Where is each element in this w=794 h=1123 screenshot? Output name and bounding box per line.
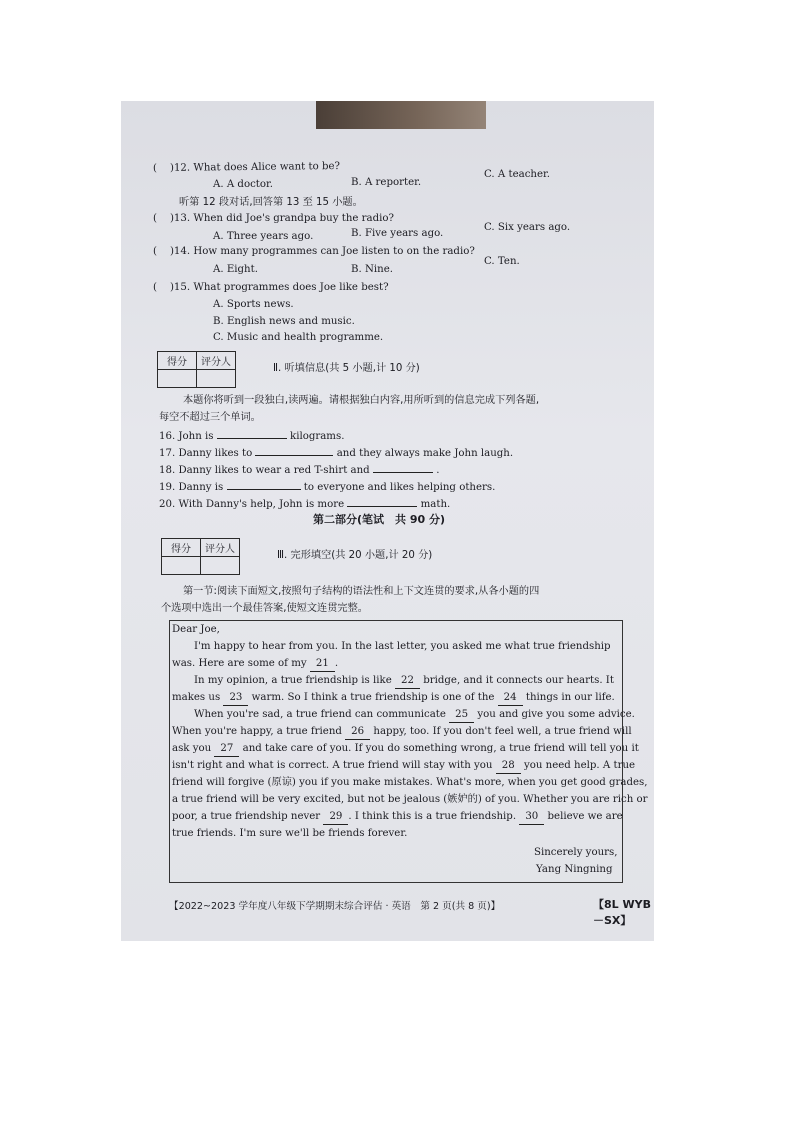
letter-line-3: In my opinion, a true friendship is like 22 bridge, and it connects our hearts. It xyxy=(194,674,614,689)
letter-line-5: When you're sad, a true friend can communicate 25 you and give you some advice. xyxy=(194,708,635,723)
cloze-blank-24[interactable]: 24 xyxy=(498,691,523,706)
q14-option-b: B. Nine. xyxy=(351,264,393,275)
score-label: 得分 xyxy=(158,352,197,370)
cloze-blank-22[interactable]: 22 xyxy=(395,674,420,689)
question-15: ( )15. What programmes does Joe like best? xyxy=(153,282,389,293)
letter-greeting: Dear Joe, xyxy=(172,624,220,635)
q14-option-a: A. Eight. xyxy=(213,264,258,275)
answer-blank-17[interactable] xyxy=(255,445,333,456)
section-3-title: Ⅲ. 完形填空(共 20 小题,计 20 分) xyxy=(277,550,433,561)
fill-19: 19. Danny is to everyone and likes helping others. xyxy=(159,479,495,495)
letter-line-8: isn't right and what is correct. A true friend will stay with you 28 you need help. A true xyxy=(172,759,635,774)
letter-line-4: makes us 23 warm. So I think a true friendship is one of the 24 things in our life. xyxy=(172,691,615,706)
score-cell[interactable] xyxy=(162,557,201,575)
grader-cell[interactable] xyxy=(201,557,240,575)
fill-16: 16. John is kilograms. xyxy=(159,428,344,444)
cloze-letter-box xyxy=(169,620,648,883)
section-2-instruction-1: 本题你将听到一段独白,读两遍。请根据独白内容,用所听到的信息完成下列各题, xyxy=(183,395,540,406)
q13-option-b: B. Five years ago. xyxy=(351,228,444,239)
q15-option-a: A. Sports news. xyxy=(213,299,294,310)
score-table-1 xyxy=(157,351,236,388)
letter-line-12: true friends. I'm sure we'll be friends forever. xyxy=(172,828,408,839)
grader-label: 评分人 xyxy=(201,539,240,557)
part-2-title: 第二部分(笔试 共 90 分) xyxy=(313,513,446,526)
q13-option-a: A. Three years ago. xyxy=(213,231,314,242)
q15-option-c: C. Music and health programme. xyxy=(213,332,384,343)
tape-strip xyxy=(316,101,486,129)
question-14: ( )14. How many programmes can Joe listen to on the radio? xyxy=(153,246,475,257)
section-2-instruction-2: 每空不超过三个单词。 xyxy=(159,412,261,423)
letter-line-9: friend will forgive (原谅) you if you make mistakes. What's more, when you get good grades, xyxy=(172,777,648,788)
fill-18: 18. Danny likes to wear a red T-shirt and . xyxy=(159,462,439,478)
letter-line-6: When you're happy, a true friend 26 happy, too. If you don't feel well, a true friend will xyxy=(172,725,632,740)
cloze-blank-26[interactable]: 26 xyxy=(345,725,370,740)
cloze-blank-30[interactable]: 30 xyxy=(519,810,544,825)
exam-sheet xyxy=(121,101,654,941)
page-footer: 【2022~2023 学年度八年级下学期期末综合评估 · 英语 第 2 页(共 8 页)】 xyxy=(169,901,501,912)
q13-option-c: C. Six years ago. xyxy=(484,222,571,233)
letter-closing: Sincerely yours, xyxy=(534,847,618,858)
letter-line-2: was. Here are some of my 21 . xyxy=(172,657,338,672)
score-table-2 xyxy=(161,538,240,575)
grader-label: 评分人 xyxy=(197,352,236,370)
exam-code: 【8L WYB－SX】 xyxy=(593,898,651,927)
q14-option-c: C. Ten. xyxy=(484,256,520,267)
question-12: ( )12. What does Alice want to be? xyxy=(152,161,341,174)
cloze-blank-27[interactable]: 27 xyxy=(214,742,239,757)
section-3-instruction-2: 个选项中选出一个最佳答案,使短文连贯完整。 xyxy=(161,603,368,614)
answer-blank-19[interactable] xyxy=(227,479,301,490)
question-13: ( )13. When did Joe's grandpa buy the radio? xyxy=(153,213,394,224)
score-cell[interactable] xyxy=(158,370,197,388)
answer-blank-20[interactable] xyxy=(347,496,417,507)
score-label: 得分 xyxy=(162,539,201,557)
q12-option-c: C. A teacher. xyxy=(484,169,550,180)
answer-blank-18[interactable] xyxy=(373,462,433,473)
q12-option-b: B. A reporter. xyxy=(351,177,422,188)
cloze-blank-25[interactable]: 25 xyxy=(449,708,474,723)
q12-option-a: A. A doctor. xyxy=(213,179,274,190)
cloze-blank-21[interactable]: 21 xyxy=(310,657,335,672)
cloze-blank-23[interactable]: 23 xyxy=(223,691,248,706)
section-3-instruction-1: 第一节:阅读下面短文,按照句子结构的语法性和上下文连贯的要求,从各小题的四 xyxy=(183,586,540,597)
fill-20: 20. With Danny's help, John is more math. xyxy=(159,496,450,512)
letter-line-1: I'm happy to hear from you. In the last letter, you asked me what true friendship xyxy=(194,641,611,652)
letter-line-11: poor, a true friendship never 29 . I think this is a true friendship. 30 believe we are xyxy=(172,810,623,825)
letter-line-10: a true friend will be very excited, but not be jealous (嫉妒的) of you. Whether you are rich or xyxy=(172,794,648,805)
section-2-title: Ⅱ. 听填信息(共 5 小题,计 10 分) xyxy=(273,363,420,374)
letter-line-7: ask you 27 and take care of you. If you do something wrong, a true friend will tell you it xyxy=(172,742,639,757)
answer-blank-16[interactable] xyxy=(217,428,287,439)
cloze-blank-29[interactable]: 29 xyxy=(323,810,348,825)
grader-cell[interactable] xyxy=(197,370,236,388)
q15-option-b: B. English news and music. xyxy=(213,316,355,327)
dialog-12-instruction: 听第 12 段对话,回答第 13 至 15 小题。 xyxy=(179,197,363,208)
fill-17: 17. Danny likes to and they always make John laugh. xyxy=(159,445,513,461)
cloze-blank-28[interactable]: 28 xyxy=(496,759,521,774)
letter-signature: Yang Ningning xyxy=(536,864,613,875)
